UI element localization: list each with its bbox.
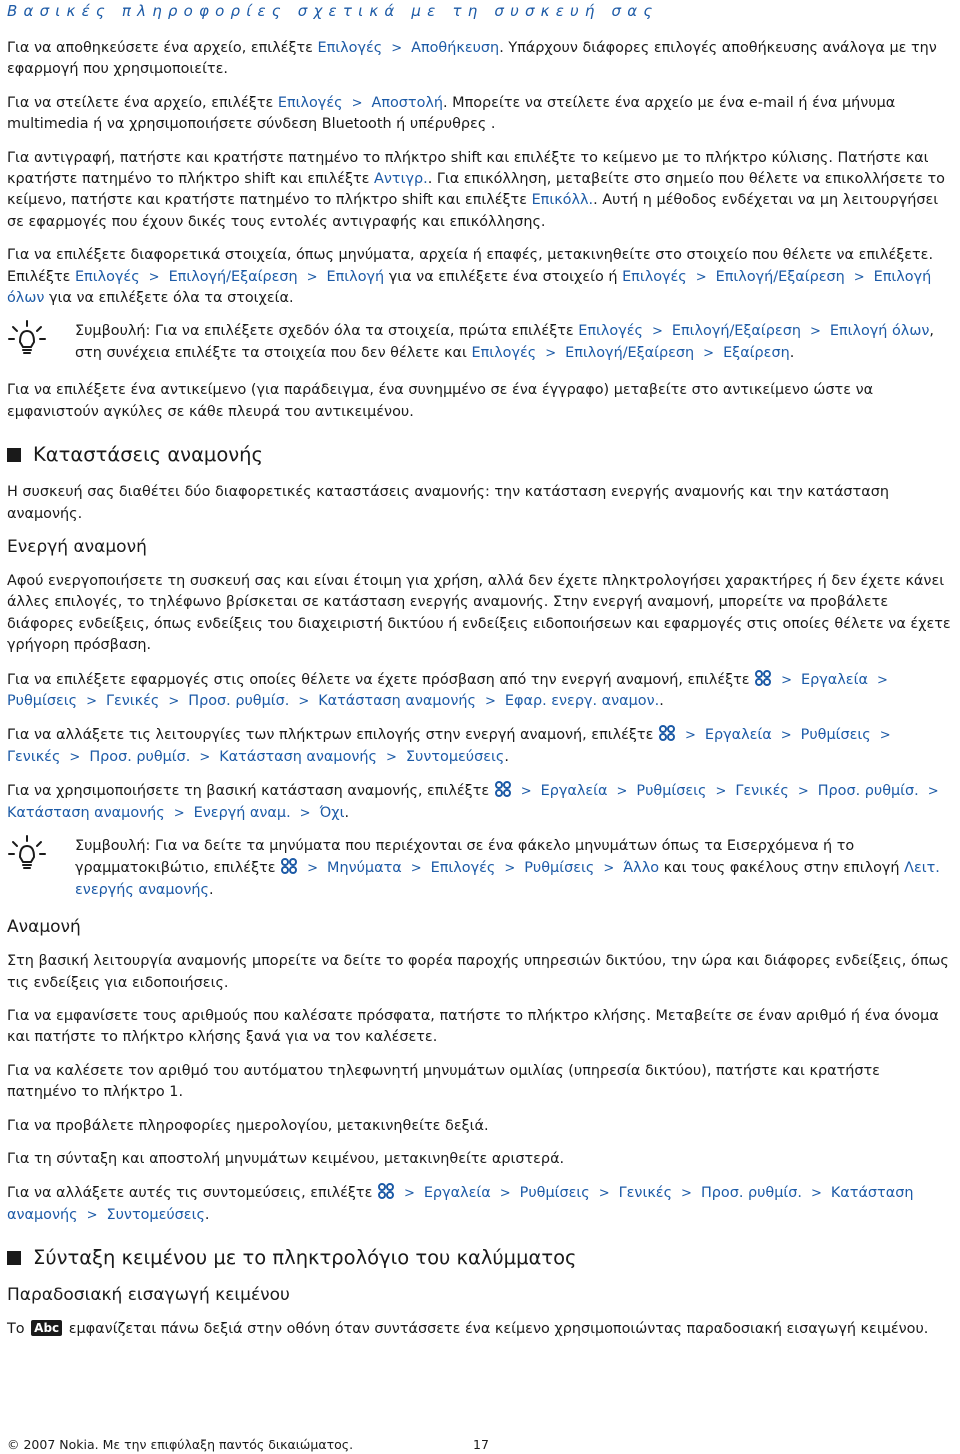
tip-message-folders: Συμβουλή: Για να δείτε τα μηνύματα που περιέχονται σε ένα φάκελο μηνυμάτων όπως τα Εισερχόμενα ή το γραμματοκιβώτιο, επιλέξτε > Μηνύματα > Επιλογές > Ρυθμίσεις > Άλλο και τους φακέλους στην επιλογή Λειτ. ενεργής αναμονής. — [7, 836, 953, 901]
arrow-right-icon: > — [148, 269, 160, 285]
link-standby-mode[interactable]: Κατάσταση αναμονής — [7, 1185, 914, 1223]
tip-label: Συμβουλή: — [75, 837, 151, 854]
arrow-right-icon: > — [168, 693, 180, 709]
arrow-right-icon: > — [695, 269, 707, 285]
link-save[interactable]: Αποθήκευση — [411, 40, 500, 56]
link-unmark[interactable]: Εξαίρεση — [723, 344, 790, 361]
para-send: Για να στείλετε ένα αρχείο, επιλέξτε Επιλογές > Αποστολή. Μπορείτε να στείλετε ένα αρχείο με ένα e-mail ή ένα μήνυμα multimedia ή να χρησιμοποιήσετε σύνδεση Bluetooth ή υπέρυθρες . — [7, 94, 896, 133]
link-standby-mode[interactable]: Κατάσταση αναμονής — [7, 804, 165, 821]
arrow-right-icon: > — [499, 1186, 511, 1202]
heading-square-icon — [7, 1251, 21, 1265]
link-options[interactable]: Επιλογές — [471, 344, 537, 361]
link-other[interactable]: Άλλο — [623, 860, 660, 877]
arrow-right-icon: > — [173, 805, 185, 821]
arrow-right-icon: > — [298, 693, 310, 709]
arrow-right-icon: > — [484, 693, 496, 709]
arrow-right-icon: > — [876, 672, 888, 688]
link-off[interactable]: Όχι — [319, 804, 345, 821]
link-settings[interactable]: Ρυθμίσεις — [800, 727, 871, 744]
link-messaging[interactable]: Μηνύματα — [327, 860, 402, 877]
link-personalisation[interactable]: Προσ. ρυθμίσ. — [188, 692, 290, 709]
para-voice-mailbox: Για να καλέσετε τον αριθμό του αυτόματου τηλεφωνητή μηνυμάτων ομιλίας (υπηρεσία δικτύου), πατήστε και κρατήστε πατημένο το πλήκτρο 1. — [7, 1062, 880, 1101]
link-tools[interactable]: Εργαλεία — [801, 671, 868, 688]
link-send[interactable]: Αποστολή — [371, 94, 444, 111]
arrow-right-icon: > — [403, 1186, 415, 1202]
link-general[interactable]: Γενικές — [105, 692, 160, 709]
arrow-right-icon: > — [598, 1186, 610, 1202]
arrow-right-icon: > — [703, 345, 715, 361]
link-mark-unmark[interactable]: Επιλογή/Εξαίρεση — [671, 323, 801, 340]
link-options[interactable]: Επιλογές — [430, 860, 496, 877]
page-body — [7, 38, 953, 1353]
arrow-right-icon: > — [545, 345, 557, 361]
link-mark-unmark[interactable]: Επιλογή/Εξαίρεση — [715, 268, 845, 285]
para-recent-numbers: Για να εμφανίσετε τους αριθμούς που καλέσατε πρόσφατα, πατήστε το πλήκτρο κλήσης. Μεταβείτε σε έναν αριθμό ή ένα όνομα και πατήστε το πλήκτρο κλήσης ξανά για να τον καλέσετε. — [7, 1008, 939, 1046]
tip-label: Συμβουλή: — [75, 323, 151, 340]
link-active-standby-mode[interactable]: Λειτ. ενεργής αναμονής — [75, 860, 940, 898]
arrow-right-icon: > — [853, 269, 865, 285]
link-standby-mode[interactable]: Κατάσταση αναμονής — [219, 748, 377, 765]
menu-key-icon[interactable] — [377, 1182, 395, 1200]
link-general[interactable]: Γενικές — [7, 748, 61, 765]
arrow-right-icon: > — [307, 861, 319, 877]
para-copy-paste: Για αντιγραφή, πατήστε και κρατήστε πατημένο το πλήκτρο shift και επιλέξτε το κείμενο με το πλήκτρο κύλισης. Πατήστε και κρατήστε πατημένο το πλήκτρο shift και επιλέξτε Αντιγρ.. Για επικόλληση, μεταβείτε στο σημείο που θέλετε να επικολλήσετε το κείμενο, πατήστε και κρατήστε πατημένο το πλήκτρο shift και επιλέξτε Επικόλλ.. Αυτή η μέθοδος ενδέχεται να μη λειτουργήσει σε εφαρμογές που έχουν δικές τους εντολές αντιγραφής και επικόλλησης. — [7, 149, 945, 230]
para-standby-modes: Η συσκευή σας διαθέτει δύο διαφορετικές καταστάσεις αναμονής: την κατάσταση ενεργής αναμονής και την κατάσταση αναμονής. — [7, 484, 889, 522]
para-calendar: Για να προβάλετε πληροφορίες ημερολογίου, μετακινηθείτε δεξιά. — [7, 1117, 489, 1134]
link-personalisation[interactable]: Προσ. ρυθμίσ. — [817, 783, 919, 800]
abc-input-icon: Abc — [31, 1320, 62, 1336]
arrow-right-icon: > — [199, 749, 211, 765]
heading-square-icon — [7, 448, 21, 462]
link-active-standby-apps[interactable]: Εφαρ. ενεργ. αναμον. — [504, 692, 660, 709]
link-tools[interactable]: Εργαλεία — [423, 1185, 491, 1202]
menu-key-icon[interactable] — [494, 780, 512, 798]
arrow-right-icon: > — [810, 1186, 822, 1202]
tip-select-almost-all: Συμβουλή: Για να επιλέξετε σχεδόν όλα τα στοιχεία, πρώτα επιλέξτε Επιλογές > Επιλογή/Εξαίρεση > Επιλογή όλων, στη συνέχεια επιλέξτε τα στοιχεία που δεν θέλετε και Επιλογές > Επιλογή/Εξαίρεση > Εξαίρεση. — [7, 321, 953, 364]
menu-key-icon[interactable] — [754, 669, 772, 687]
tip-bulb-icon — [7, 834, 47, 874]
link-personalisation[interactable]: Προσ. ρυθμίσ. — [700, 1185, 802, 1202]
para-change-shortcuts: Για να αλλάξετε αυτές τις συντομεύσεις, επιλέξτε > Εργαλεία > Ρυθμίσεις > Γενικές > Προσ. ρυθμίσ. > Κατάσταση αναμονής > Συντομεύσεις. — [7, 1182, 953, 1226]
tip-bulb-icon — [7, 319, 47, 359]
menu-key-icon[interactable] — [658, 724, 676, 742]
para-active-standby: Αφού ενεργοποιήσετε τη συσκευή σας και είναι έτοιμη για χρήση, αλλά δεν έχετε πληκτρολογήσει χαρακτήρες ή δεν έχετε κάνει άλλες επιλογές, το τηλέφωνο βρίσκεται σε κατάσταση ενεργής αναμονής. Στην ενεργή αναμονή, μπορείτε να προβάλετε διάφορες ενδείξεις, όπως ενδείξεις του διαχειριστή δικτύου ή ενδείξεις ειδοποιήσεων και εφαρμογές στις οποίες θέλετε να έχετε γρήγορη πρόσβαση. — [7, 572, 951, 654]
link-mark-unmark[interactable]: Επιλογή/Εξαίρεση — [565, 344, 695, 361]
arrow-right-icon: > — [616, 784, 628, 800]
link-personalisation[interactable]: Προσ. ρυθμίσ. — [89, 748, 191, 765]
arrow-right-icon: > — [69, 749, 81, 765]
link-copy[interactable]: Αντιγρ. — [374, 171, 428, 188]
para-active-apps: Για να επιλέξετε εφαρμογές στις οποίες θέλετε να έχετε πρόσβαση από την ενεργή αναμονή, επιλέξτε > Εργαλεία >Ρυθμίσεις > Γενικές > Προσ. ρυθμίσ. > Κατάσταση αναμονής > Εφαρ. ενεργ. αναμον.. — [7, 669, 953, 713]
para-select-object: Για να επιλέξετε ένα αντικείμενο (για παράδειγμα, ένα συνημμένο σε ένα έγγραφο) μεταβείτε στο αντικείμενο ώστε να εμφανιστούν αγκύλες σε κάθε πλευρά του αντικειμένου. — [7, 382, 874, 420]
link-mark[interactable]: Επιλογή — [326, 268, 385, 285]
arrow-right-icon: > — [780, 728, 792, 744]
section-heading-cover-keypad: Σύνταξη κειμένου με το πληκτρολόγιο του καλύμματος — [7, 1246, 953, 1269]
page-footer — [7, 1437, 489, 1452]
arrow-right-icon: > — [927, 784, 939, 800]
link-paste[interactable]: Επικόλλ. — [531, 192, 594, 209]
link-options[interactable]: Επιλογές — [277, 94, 343, 111]
para-basic-standby: Για να χρησιμοποιήσετε τη βασική κατάσταση αναμονής, επιλέξτε > Εργαλεία > Ρυθμίσεις > Γενικές > Προσ. ρυθμίσ. >Κατάσταση αναμονής > Ενεργή αναμ. > Όχι. — [7, 780, 953, 824]
link-general[interactable]: Γενικές — [618, 1185, 673, 1202]
arrow-right-icon: > — [681, 1186, 692, 1202]
arrow-right-icon: > — [520, 784, 532, 800]
link-tools[interactable]: Εργαλεία — [540, 783, 608, 800]
link-shortcuts[interactable]: Συντομεύσεις — [405, 748, 505, 765]
link-settings[interactable]: Ρυθμίσεις — [7, 692, 78, 709]
para-abc-indicator: Το Abc εμφανίζεται πάνω δεξιά στην οθόνη όταν συντάσσετε ένα κείμενο χρησιμοποιώντας παραδοσιακή εισαγωγή κειμένου. — [7, 1321, 929, 1338]
para-select-items: Για να επιλέξετε διαφορετικά στοιχεία, όπως μηνύματα, αρχεία ή επαφές, μετακινηθείτε στο στοιχείο που θέλετε να επιλέξετε. Επιλέξτε Επιλογές > Επιλογή/Εξαίρεση > Επιλογή για να επιλέξετε ένα στοιχείο ή Επιλογές > Επιλογή/Εξαίρεση > Επιλογή όλων για να επιλέξετε όλα τα στοιχεία. — [7, 247, 934, 307]
subheading-traditional-input: Παραδοσιακή εισαγωγή κειμένου — [7, 1285, 290, 1306]
para-text-messages: Για τη σύνταξη και αποστολή μηνυμάτων κειμένου, μετακινηθείτε αριστερά. — [7, 1151, 565, 1168]
link-general[interactable]: Γενικές — [735, 783, 789, 800]
arrow-right-icon: > — [504, 861, 516, 877]
link-options[interactable]: Επιλογές — [622, 268, 687, 285]
para-selection-keys: Για να αλλάξετε τις λειτουργίες των πλήκτρων επιλογής στην ενεργή αναμονή, επιλέξτε > Εργαλεία > Ρυθμίσεις >Γενικές > Προσ. ρυθμίσ. > Κατάσταση αναμονής > Συντομεύσεις. — [7, 724, 953, 768]
arrow-right-icon: > — [603, 861, 615, 877]
arrow-right-icon: > — [410, 861, 422, 877]
arrow-right-icon: > — [651, 324, 663, 340]
copyright: © 2007 Nokia. Με την επιφύλαξη παντός δικαιώματος. — [7, 1437, 354, 1452]
link-shortcuts[interactable]: Συντομεύσεις — [106, 1206, 205, 1223]
link-mark-unmark[interactable]: Επιλογή/Εξαίρεση — [168, 268, 298, 285]
arrow-right-icon: > — [797, 784, 809, 800]
link-mark-all[interactable]: Επιλογή όλων — [829, 323, 930, 340]
arrow-right-icon: > — [684, 728, 696, 744]
link-settings[interactable]: Ρυθμίσεις — [636, 783, 707, 800]
arrow-right-icon: > — [86, 1207, 98, 1223]
arrow-right-icon: > — [306, 269, 318, 285]
page-number: 17 — [473, 1437, 489, 1452]
para-basic-mode: Στη βασική λειτουργία αναμονής μπορείτε να δείτε το φορέα παροχής υπηρεσιών δικτύου, την ώρα και διάφορες ενδείξεις, όπως τις ενδείξεις για ειδοποιήσεις. — [7, 953, 949, 991]
para-save: Για να αποθηκεύσετε ένα αρχείο, επιλέξτε Επιλογές > Αποθήκευση. Υπάρχουν διάφορες επιλογές αποθήκευσης ανάλογα με την εφαρμογή που χρησιμοποιείτε. — [7, 40, 937, 78]
subheading-standby: Αναμονή — [7, 917, 81, 938]
arrow-right-icon: > — [299, 805, 311, 821]
link-settings[interactable]: Ρυθμίσεις — [524, 860, 595, 877]
section-heading-standby: Καταστάσεις αναμονής — [7, 443, 953, 466]
arrow-right-icon: > — [86, 693, 97, 709]
link-settings[interactable]: Ρυθμίσεις — [519, 1185, 590, 1202]
subheading-active-standby: Ενεργή αναμονή — [7, 536, 147, 557]
arrow-right-icon: > — [809, 324, 821, 340]
arrow-right-icon: > — [391, 41, 403, 56]
link-mark-all[interactable]: Επιλογή όλων — [7, 268, 932, 307]
link-standby-mode[interactable]: Κατάσταση αναμονής — [318, 692, 476, 709]
arrow-right-icon: > — [351, 95, 363, 111]
link-options[interactable]: Επιλογές — [578, 323, 643, 340]
link-tools[interactable]: Εργαλεία — [704, 727, 772, 744]
arrow-right-icon: > — [715, 784, 727, 800]
link-active-standby[interactable]: Ενεργή αναμ. — [193, 804, 291, 821]
link-options[interactable]: Επιλογές — [317, 40, 383, 56]
menu-key-icon[interactable] — [280, 857, 298, 875]
arrow-right-icon: > — [879, 728, 891, 744]
link-options[interactable]: Επιλογές — [74, 268, 140, 285]
running-header: Βασικές πληροφορίες σχετικά με τη συσκευή σας — [7, 2, 659, 20]
arrow-right-icon: > — [781, 672, 793, 688]
arrow-right-icon: > — [386, 749, 397, 765]
